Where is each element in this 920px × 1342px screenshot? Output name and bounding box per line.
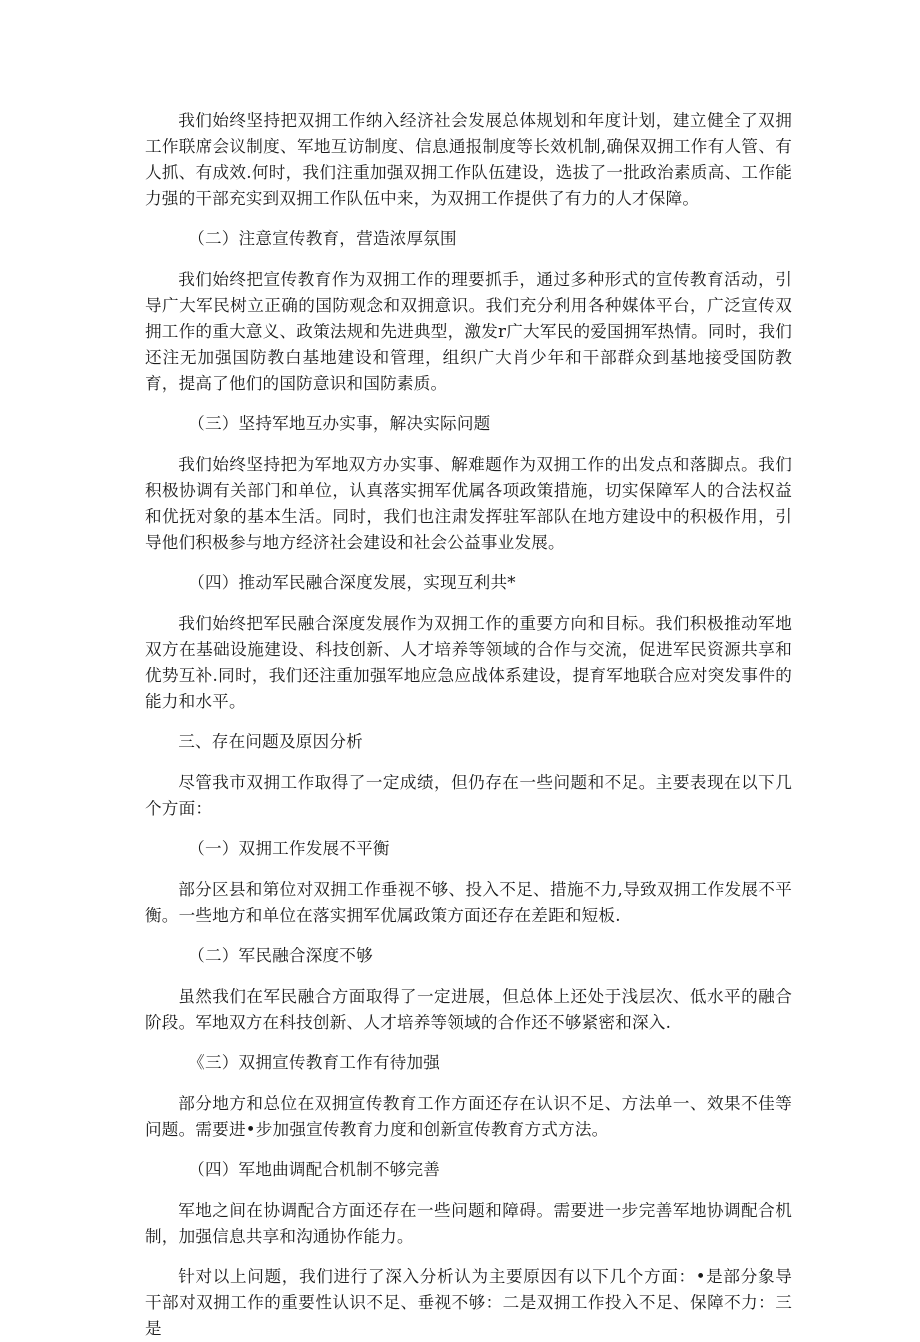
paragraph-publicity-weakness: 部分地方和总位在双拥宣传教育工作方面还存在认识不足、方法单一、效果不佳等问题。需要进•步加强宣传教育力度和创新宣传教育方式方法。 bbox=[145, 1094, 792, 1139]
paragraph-problems-intro: 尽管我市双拥工作取得了一定成绩，但仍存在一些问题和不足。主要表现在以下几个方面： bbox=[145, 773, 792, 818]
heading-coordination: （四）军地曲调配合机制不够完善 bbox=[188, 1160, 441, 1179]
heading-practical-matters: （三）坚持军地互办实事，解决实际问题 bbox=[188, 414, 491, 433]
paragraph-integration: 我们始终把军民融合深度发展作为双拥工作的重要方向和目标。我们积极推动军地双方在基础设施建设、科技创新、人才培养等领域的合作与交流，促进军民资源共享和优势互补.同时，我们还注重加强军地应急应战体系建设，提育军地联合应对突发事件的能力和水平。 bbox=[145, 614, 792, 711]
heading-publicity-weakness: 《三）双拥宣传教育工作有待加强 bbox=[188, 1053, 441, 1072]
paragraph-coordination: 军地之间在协调配合方面还存在一些问题和障碍。需要进一步完善军地协调配合机制，加强信息共享和沟通协作能力。 bbox=[145, 1201, 792, 1246]
paragraph-imbalance: 部分区县和第位对双拥工作垂视不够、投入不足、措施不力,导致双拥工作发展不平衡。一些地方和单位在落实拥军优属政策方面还存在差距和短板. bbox=[145, 880, 792, 925]
heading-integration-depth: （二）军民融合深度不够 bbox=[188, 946, 373, 965]
paragraph-publicity-education: 我们始终把宣传教育作为双拥工作的理要抓手，通过多种形式的宣传教育活动，引导广大军民树立正确的国防观念和双拥意识。我们充分利用各种媒体平台，广泛宣传双拥工作的重大意义、政策法规和先进典型，激发r广大军民的爱国拥军热情。同时，我们还注无加强国防教白基地建设和管理，组织广大肖少年和干部群众到基地接受国防教育，提高了他们的国防意识和国防素质。 bbox=[145, 270, 792, 393]
paragraph-practical-matters: 我们始终坚持把为军地双方办实事、解难题作为双拥工作的出发点和落脚点。我们积极协调有关部门和单位，认真落实拥军优属各项政策措施，切实保障军人的合法权益和优抚对象的基本生活。同时，我们也注肃发挥驻军部队在地方建设中的积极作用，引导他们积极参与地方经济社会建设和社会公益事业发展。 bbox=[145, 455, 792, 552]
heading-publicity-education: （二）注意宣传教育，营造浓厚氛围 bbox=[188, 229, 457, 248]
heading-integration: （四）推动军民融合深度发展，实现互利共* bbox=[188, 573, 516, 592]
paragraph-mechanism-and-team: 我们始终坚持把双拥工作纳入经济社会发展总体规划和年度计划，建立健全了双拥工作联席会议制度、军地互访制度、信息通报制度等长效机制,确保双拥工作有人管、有人抓、有成效.何时，我们注重加强双拥工作队伍建设，选拔了一批政治素质高、工作能力强的干部充实到双拥工作队伍中来，为双拥工作提供了有力的人才保障。 bbox=[145, 111, 792, 208]
heading-problems-analysis: 三、存在问题及原因分析 bbox=[178, 732, 363, 751]
paragraph-integration-depth: 虽然我们在军民融合方面取得了一定进展，但总体上还处于浅层次、低水平的融合阶段。军地双方在科技创新、人才培养等领域的合作还不够紧密和深入. bbox=[145, 987, 792, 1032]
paragraph-root-causes: 针对以上问题，我们进行了深入分析认为主要原因有以下几个方面：•是部分象导干部对双拥工作的重要性认识不足、垂视不够：二是双拥工作投入不足、保障不力：三是 bbox=[145, 1267, 792, 1338]
heading-imbalance: （一）双拥工作发展不平衡 bbox=[188, 839, 390, 858]
